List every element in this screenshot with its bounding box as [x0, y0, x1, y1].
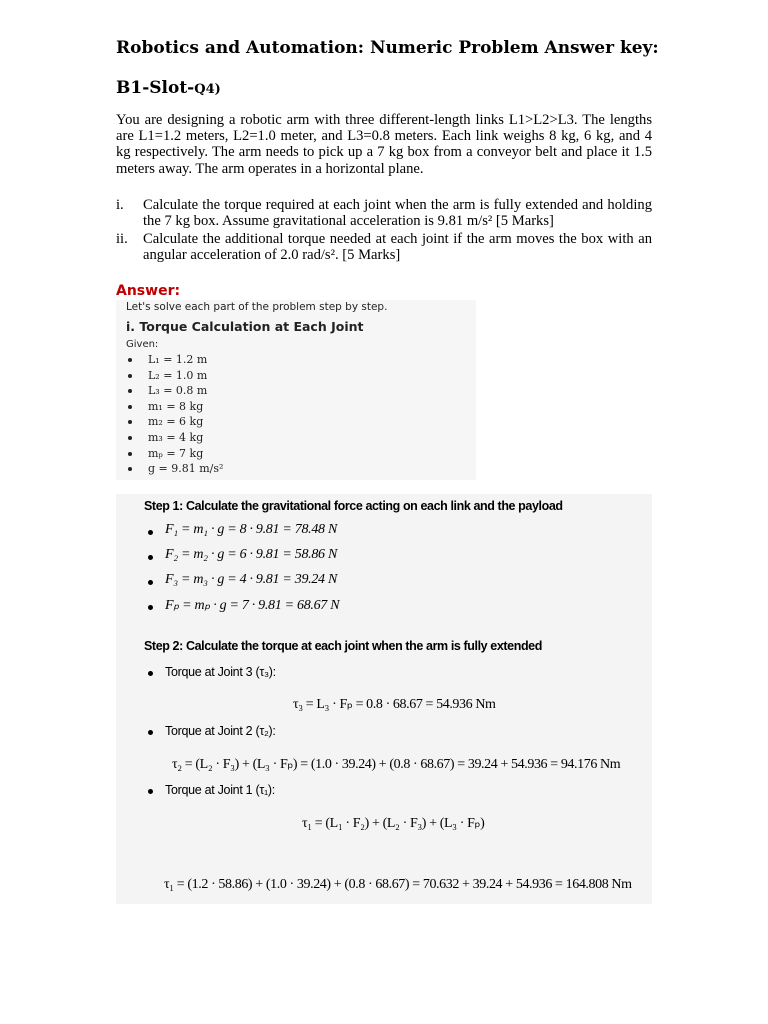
given-item: m₃ = 4 kg [124, 430, 223, 446]
joint1-label: Torque at Joint 1 (τ₁): [165, 783, 275, 797]
joint1-equation: τ₁ = (L₁ · F₂) + (L₂ · F₃) + (L₃ · Fₚ) [302, 816, 485, 831]
problem-statement: You are designing a robotic arm with three different-length links L1>L2>L3. The lengths are L1=1.2 meters, L2=1.0 meter, and L3=0.8 meters. Each link weighs 8 kg, 6 kg, and 4 kg respectively. The arm needs to pick up a 7 kg box from a conveyor belt and place it 1.5 meters away. The arm operates in a horizontal plane. [116, 112, 652, 177]
joint2-equation: τ₂ = (L₂ · F₃) + (L₃ · Fₚ) = (1.0 · 39.24) + (0.8 · 68.67) = 39.24 + 54.936 = 94.176 Nm [172, 757, 621, 772]
given-list [124, 352, 223, 477]
given-label: Given: [126, 339, 159, 350]
bullet-icon [128, 436, 132, 440]
given-item: mₚ = 7 kg [124, 446, 223, 462]
bullet-icon [148, 730, 153, 735]
bullet-icon [128, 452, 132, 456]
question-item [116, 231, 652, 264]
question-num: i. [116, 197, 124, 213]
step1-title: Step 1: Calculate the gravitational force acting on each link and the payload [144, 499, 563, 513]
joint2-label: Torque at Joint 2 (τ₂): [165, 724, 276, 738]
bullet-icon [148, 789, 153, 794]
given-panel [116, 300, 476, 480]
given-item: g = 9.81 m/s² [124, 461, 223, 477]
bullet-icon [128, 374, 132, 378]
section-heading: i. Torque Calculation at Each Joint [126, 319, 364, 334]
bullet-icon [128, 389, 132, 393]
joint1-calculation: τ₁ = (1.2 · 58.86) + (1.0 · 39.24) + (0.8 · 68.67) = 70.632 + 39.24 + 54.936 = 164.808 Nm [164, 877, 632, 892]
given-item: m₁ = 8 kg [124, 399, 223, 415]
given-item: m₂ = 6 kg [124, 414, 223, 430]
slot-label: B1-Slot- [116, 78, 195, 98]
given-item: L₂ = 1.0 m [124, 368, 223, 384]
question-num: ii. [116, 231, 128, 247]
solution-panel [116, 494, 652, 904]
slot-heading [116, 78, 221, 98]
answer-label: Answer: [116, 283, 181, 299]
bullet-icon [148, 555, 153, 560]
question-text: Calculate the additional torque needed at each joint if the arm moves the box with an angular acceleration of 2.0 rad/s². [5 Marks] [143, 231, 652, 264]
document-title: Robotics and Automation: Numeric Problem Answer key: [116, 38, 659, 58]
given-item: L₃ = 0.8 m [124, 383, 223, 399]
question-text: Calculate the torque required at each joint when the arm is fully extended and holding the 7 kg box. Assume gravitational acceleration is 9.81 m/s² [5 Marks] [143, 197, 652, 230]
joint3-equation: τ₃ = L₃ · Fₚ = 0.8 · 68.67 = 54.936 Nm [293, 697, 496, 712]
force-equation: F₃ = m₃ · g = 4 · 9.81 = 39.24 N [165, 572, 337, 587]
question-number: Q4) [194, 82, 221, 97]
force-equation: F₂ = m₂ · g = 6 · 9.81 = 58.86 N [165, 547, 337, 562]
bullet-icon [128, 420, 132, 424]
bullet-icon [128, 405, 132, 409]
bullet-icon [128, 467, 132, 471]
question-item [116, 197, 652, 230]
intro-text: Let's solve each part of the problem step by step. [126, 301, 388, 313]
force-equation: Fₚ = mₚ · g = 7 · 9.81 = 68.67 N [165, 598, 340, 613]
given-item: L₁ = 1.2 m [124, 352, 223, 368]
bullet-icon [148, 671, 153, 676]
bullet-icon [148, 580, 153, 585]
bullet-icon [128, 358, 132, 362]
joint3-label: Torque at Joint 3 (τ₃): [165, 665, 276, 679]
step2-title: Step 2: Calculate the torque at each joint when the arm is fully extended [144, 639, 542, 653]
bullet-icon [148, 605, 153, 610]
force-equation: F₁ = m₁ · g = 8 · 9.81 = 78.48 N [165, 522, 337, 537]
bullet-icon [148, 530, 153, 535]
